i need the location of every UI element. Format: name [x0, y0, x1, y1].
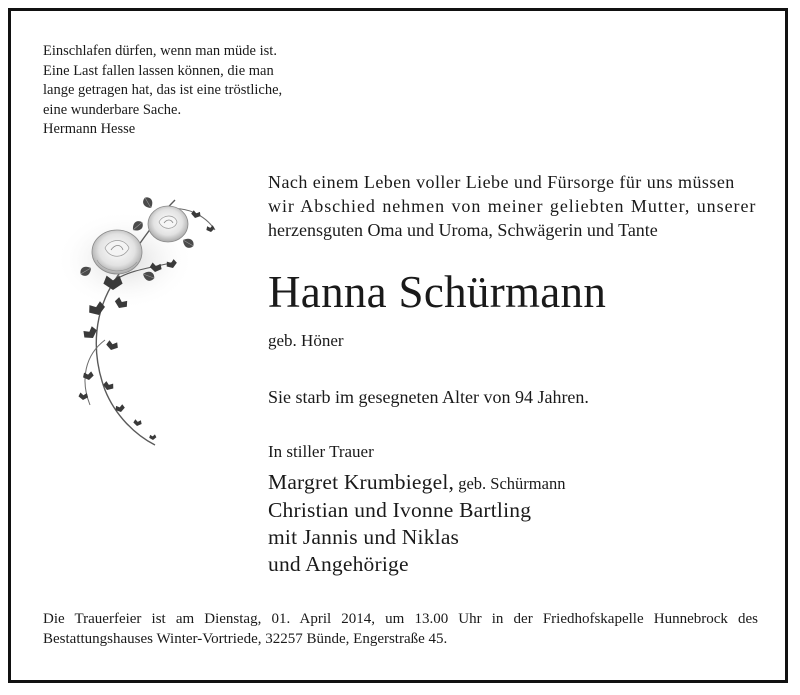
funeral-info — [43, 609, 758, 649]
hesse-quote — [43, 42, 282, 140]
quote-line: lange getragen hat, das ist eine tröstliche, — [43, 82, 283, 98]
intro-line: herzensguten Oma und Uroma, Schwägerin und Tante — [268, 220, 658, 240]
quote-line: Einschlafen dürfen, wenn man müde ist. — [43, 43, 277, 59]
intro-text — [268, 170, 756, 242]
quote-line: eine wunderbare Sache. — [43, 101, 182, 118]
mourner-maiden-name: geb. Schürmann — [454, 474, 566, 493]
mourner-name: Margret Krumbiegel, — [268, 470, 455, 494]
funeral-line: Bestattungshauses Winter-Vortriede, 32257 Bünde, Engerstraße 45. — [43, 631, 448, 647]
maiden-name: geb. Höner — [268, 331, 344, 350]
quote-author: Hermann Hesse — [43, 121, 136, 137]
age-statement: Sie starb im gesegneten Alter von 94 Jahren. — [268, 387, 589, 407]
intro-line: wir Abschied nehmen von meiner geliebten Mutter, unserer — [268, 196, 757, 216]
funeral-line: Die Trauerfeier ist am Dienstag, 01. April 2014, um 13.00 Uhr in der Friedhofskapelle Hunnebrock des — [43, 611, 758, 627]
rose-ivy-icon — [55, 190, 235, 450]
quote-line: Eine Last fallen lassen können, die man — [43, 62, 274, 79]
mourner-line: und Angehörige — [268, 552, 409, 576]
intro-line: Nach einem Leben voller Liebe und Fürsorge für uns müssen — [268, 172, 735, 192]
mourning-label: In stiller Trauer — [268, 442, 374, 461]
mourner-line: mit Jannis und Niklas — [268, 525, 460, 549]
deceased-name: Hanna Schürmann — [268, 267, 607, 317]
mourner-line: Christian und Ivonne Bartling — [268, 498, 532, 522]
mourner-line — [268, 469, 565, 497]
mourners-list — [268, 469, 565, 578]
